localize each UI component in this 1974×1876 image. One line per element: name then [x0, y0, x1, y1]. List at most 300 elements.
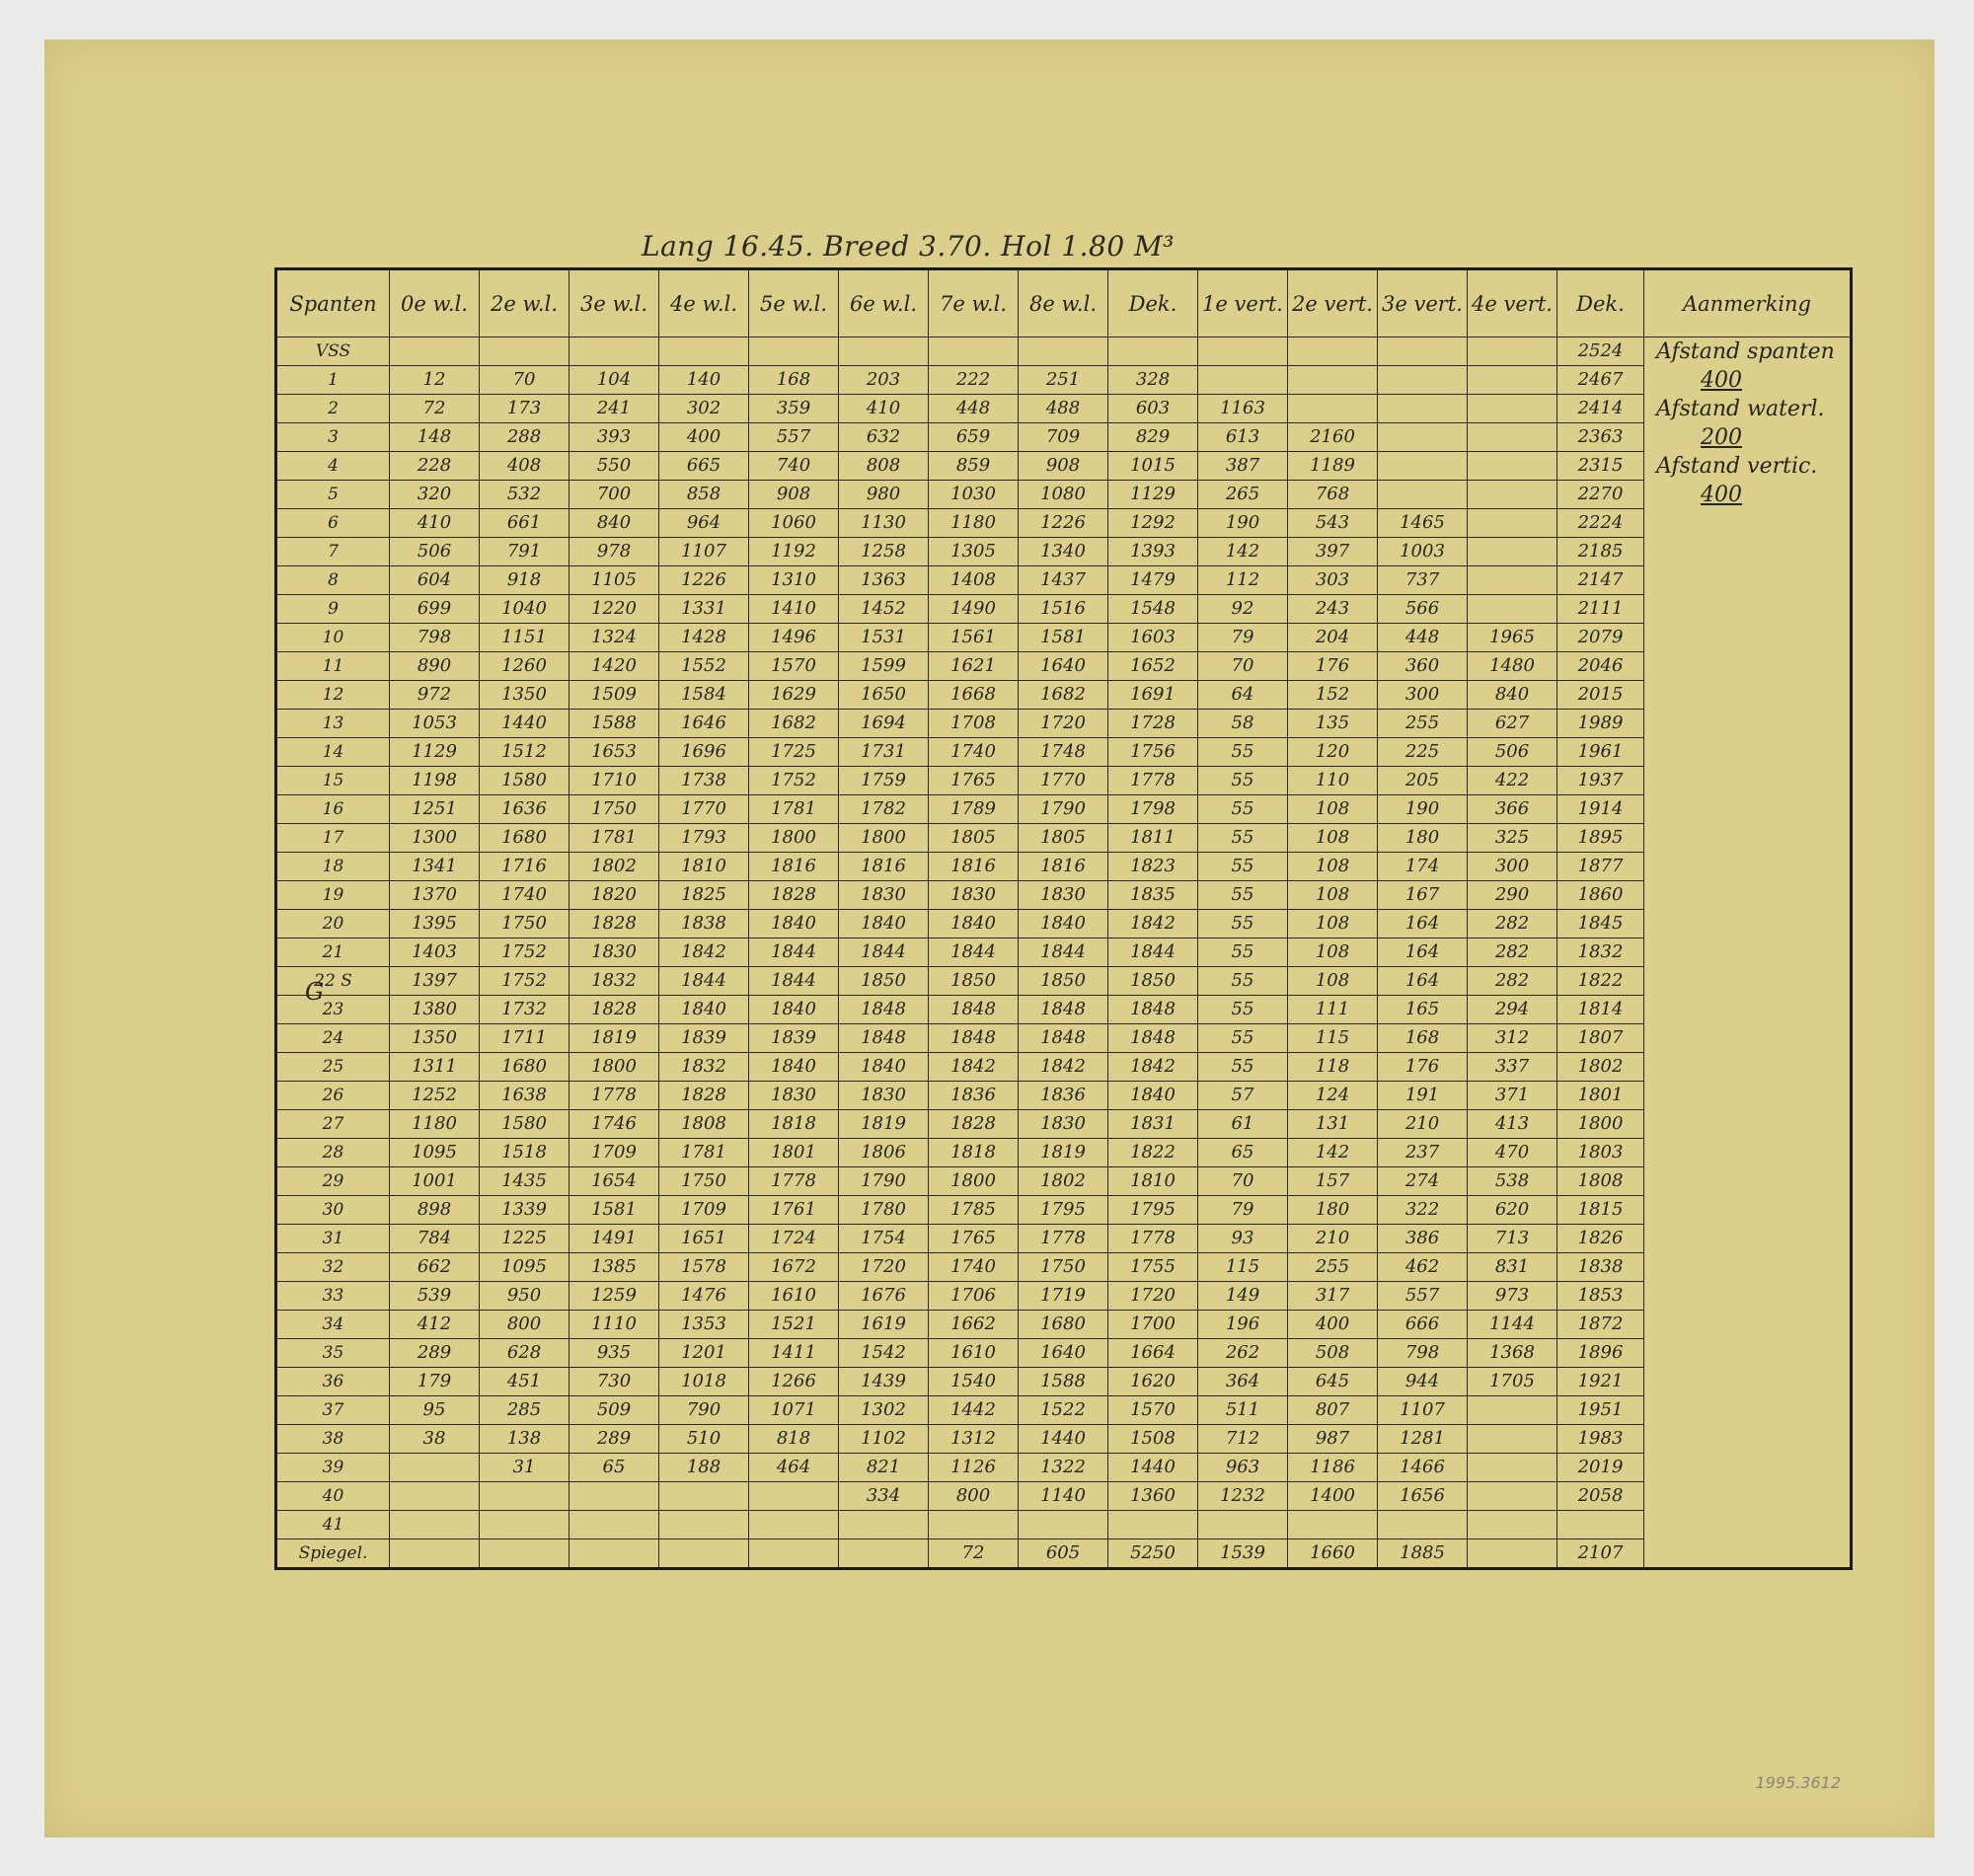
table-cell: 65 [569, 1454, 659, 1482]
table-cell: 1001 [390, 1167, 480, 1196]
table-cell: 408 [480, 452, 569, 481]
table-cell [839, 1539, 929, 1569]
table-cell: 386 [1378, 1225, 1468, 1253]
table-cell: 1840 [1019, 910, 1108, 938]
table-cell: 328 [1108, 366, 1198, 395]
table-cell: 1765 [929, 767, 1019, 795]
table-cell: 1752 [480, 967, 569, 996]
column-header: 3e vert. [1378, 269, 1468, 338]
table-cell: 462 [1378, 1253, 1468, 1282]
table-cell: 1266 [749, 1368, 839, 1396]
table-cell: 1539 [1198, 1539, 1288, 1569]
table-cell: 55 [1198, 767, 1288, 795]
table-cell: 57 [1198, 1082, 1288, 1110]
table-row [276, 1082, 1852, 1110]
table-cell: 366 [1468, 795, 1557, 824]
table-cell: 400 [659, 423, 749, 452]
table-cell: 1465 [1378, 509, 1468, 538]
row-label: 27 [276, 1110, 390, 1139]
column-header: 4e vert. [1468, 269, 1557, 338]
table-cell: 140 [659, 366, 749, 395]
table-cell: 1363 [839, 566, 929, 595]
table-cell: 1811 [1108, 824, 1198, 853]
table-cell [569, 1539, 659, 1569]
table-cell: 818 [749, 1425, 839, 1454]
table-cell: 1840 [839, 910, 929, 938]
table-cell: 38 [390, 1425, 480, 1454]
table-cell: 1110 [569, 1311, 659, 1339]
table-cell: 1836 [1019, 1082, 1108, 1110]
table-cell [569, 1482, 659, 1511]
table-row [276, 910, 1852, 938]
table-cell: 840 [569, 509, 659, 538]
table-cell: 1030 [929, 481, 1019, 509]
table-cell: 393 [569, 423, 659, 452]
table-cell: 1660 [1288, 1539, 1378, 1569]
table-cell: 152 [1288, 681, 1378, 710]
table-cell: 1844 [749, 967, 839, 996]
table-cell: 1814 [1557, 996, 1644, 1024]
table-cell: 1842 [659, 938, 749, 967]
row-label: 24 [276, 1024, 390, 1053]
table-cell: 1540 [929, 1368, 1019, 1396]
table-cell: 1080 [1019, 481, 1108, 509]
table-cell [390, 1539, 480, 1569]
table-cell [1019, 1511, 1108, 1539]
table-cell: 70 [480, 366, 569, 395]
table-cell: 539 [390, 1282, 480, 1311]
table-cell: 294 [1468, 996, 1557, 1024]
column-header: Dek. [1557, 269, 1644, 338]
table-cell: 1408 [929, 566, 1019, 595]
row-label: 5 [276, 481, 390, 509]
table-cell: 1620 [1108, 1368, 1198, 1396]
table-cell: 935 [569, 1339, 659, 1368]
table-cell: 410 [390, 509, 480, 538]
table-cell: 180 [1378, 824, 1468, 853]
table-cell: 1848 [929, 1024, 1019, 1053]
table-cell [1378, 338, 1468, 366]
table-row [276, 853, 1852, 881]
table-cell [390, 1482, 480, 1511]
table-cell: 31 [480, 1454, 569, 1482]
table-cell: 1778 [1019, 1225, 1108, 1253]
table-cell: 2019 [1557, 1454, 1644, 1482]
table-cell: 110 [1288, 767, 1378, 795]
table-cell: 1748 [1019, 738, 1108, 767]
table-cell: 334 [839, 1482, 929, 1511]
table-cell: 179 [390, 1368, 480, 1396]
table-cell: 1801 [749, 1139, 839, 1167]
row-label: 34 [276, 1311, 390, 1339]
table-cell: 1339 [480, 1196, 569, 1225]
row-label: 19 [276, 881, 390, 910]
table-cell: 1151 [480, 624, 569, 652]
column-header: 4e w.l. [659, 269, 749, 338]
table-cell: 364 [1198, 1368, 1288, 1396]
table-cell: 1324 [569, 624, 659, 652]
table-cell: 1561 [929, 624, 1019, 652]
table-row [276, 1196, 1852, 1225]
row-label: 7 [276, 538, 390, 566]
table-cell [929, 338, 1019, 366]
table-cell: 1816 [839, 853, 929, 881]
table-row [276, 366, 1852, 395]
table-row [276, 681, 1852, 710]
table-cell: 2315 [1557, 452, 1644, 481]
table-cell [480, 1511, 569, 1539]
table-cell: 1259 [569, 1282, 659, 1311]
table-cell: 1385 [569, 1253, 659, 1282]
table-cell: 791 [480, 538, 569, 566]
table-cell: 768 [1288, 481, 1378, 509]
table-cell: 1807 [1557, 1024, 1644, 1053]
table-cell: 1340 [1019, 538, 1108, 566]
table-cell: 1410 [749, 595, 839, 624]
table-cell [480, 1539, 569, 1569]
table-cell: 1844 [749, 938, 839, 967]
table-cell: 2147 [1557, 566, 1644, 595]
row-label: VSS [276, 338, 390, 366]
table-cell: 1770 [659, 795, 749, 824]
table-cell: 464 [749, 1454, 839, 1482]
table-cell: 1752 [749, 767, 839, 795]
table-cell: 709 [1019, 423, 1108, 452]
table-cell: 1770 [1019, 767, 1108, 795]
table-cell: 1830 [929, 881, 1019, 910]
table-cell: 1724 [749, 1225, 839, 1253]
table-cell: 1610 [749, 1282, 839, 1311]
table-cell: 700 [569, 481, 659, 509]
table-row [276, 824, 1852, 853]
table-cell: 2363 [1557, 423, 1644, 452]
table-cell: 410 [839, 395, 929, 423]
table-cell: 1838 [1557, 1253, 1644, 1282]
table-cell: 79 [1198, 624, 1288, 652]
table-cell: 1840 [929, 910, 1019, 938]
table-cell: 987 [1288, 1425, 1378, 1454]
table-cell: 1756 [1108, 738, 1198, 767]
table-cell: 620 [1468, 1196, 1557, 1225]
table-cell: 1189 [1288, 452, 1378, 481]
table-row [276, 1311, 1852, 1339]
table-cell: 543 [1288, 509, 1378, 538]
table-cell: 55 [1198, 938, 1288, 967]
table-cell: 1815 [1557, 1196, 1644, 1225]
table-cell: 1435 [480, 1167, 569, 1196]
table-cell [1108, 338, 1198, 366]
table-cell: 55 [1198, 1024, 1288, 1053]
table-cell: 662 [390, 1253, 480, 1282]
table-cell: 1652 [1108, 652, 1198, 681]
table-cell: 135 [1288, 710, 1378, 738]
table-cell: 1961 [1557, 738, 1644, 767]
table-cell: 1895 [1557, 824, 1644, 853]
table-cell: 285 [480, 1396, 569, 1425]
table-cell: 699 [390, 595, 480, 624]
table-cell [659, 1539, 749, 1569]
table-cell: 325 [1468, 824, 1557, 853]
table-cell: 1580 [480, 1110, 569, 1139]
table-cell: 1802 [569, 853, 659, 881]
table-cell [390, 338, 480, 366]
row-label: 38 [276, 1425, 390, 1454]
table-cell: 1140 [1019, 1482, 1108, 1511]
table-cell: 176 [1378, 1053, 1468, 1082]
table-cell: 290 [1468, 881, 1557, 910]
table-cell: 1003 [1378, 538, 1468, 566]
remark-value: 400 [1701, 483, 1742, 507]
table-cell: 1790 [1019, 795, 1108, 824]
table-cell: 1842 [1108, 910, 1198, 938]
table-cell: 1302 [839, 1396, 929, 1425]
table-cell: 1845 [1557, 910, 1644, 938]
table-cell: 1651 [659, 1225, 749, 1253]
table-cell: 1696 [659, 738, 749, 767]
table-cell: 510 [659, 1425, 749, 1454]
row-label: 9 [276, 595, 390, 624]
table-cell: 1706 [929, 1282, 1019, 1311]
table-cell: 1830 [839, 1082, 929, 1110]
table-cell: 1850 [929, 967, 1019, 996]
table-cell: 1709 [659, 1196, 749, 1225]
row-label: Spiegel. [276, 1539, 390, 1569]
table-cell: 1512 [480, 738, 569, 767]
table-cell: 890 [390, 652, 480, 681]
table-cell: 1672 [749, 1253, 839, 1282]
table-cell: 1452 [839, 595, 929, 624]
table-cell: 1802 [1557, 1053, 1644, 1082]
table-cell: 448 [1378, 624, 1468, 652]
table-row [276, 1425, 1852, 1454]
table-cell: 1252 [390, 1082, 480, 1110]
table-cell: 1440 [480, 710, 569, 738]
table-cell: 412 [390, 1311, 480, 1339]
table-row [276, 423, 1852, 452]
table-cell: 1588 [1019, 1368, 1108, 1396]
table-cell: 1848 [839, 996, 929, 1024]
table-cell [1468, 1425, 1557, 1454]
table-cell: 1281 [1378, 1425, 1468, 1454]
table-cell [1468, 1539, 1557, 1569]
table-cell: 168 [1378, 1024, 1468, 1053]
table-cell: 300 [1468, 853, 1557, 881]
table-cell: 2015 [1557, 681, 1644, 710]
table-cell: 1719 [1019, 1282, 1108, 1311]
table-cell: 1439 [839, 1368, 929, 1396]
table-cell: 1808 [1557, 1167, 1644, 1196]
table-cell [1378, 1511, 1468, 1539]
table-cell: 1518 [480, 1139, 569, 1167]
table-cell: 1350 [390, 1024, 480, 1053]
table-cell: 1850 [839, 967, 929, 996]
table-cell: 1621 [929, 652, 1019, 681]
table-row [276, 967, 1852, 996]
table-cell: 174 [1378, 853, 1468, 881]
table-cell [1468, 509, 1557, 538]
table-cell: 61 [1198, 1110, 1288, 1139]
table-cell: 628 [480, 1339, 569, 1368]
table-cell: 397 [1288, 538, 1378, 566]
table-cell: 1353 [659, 1311, 749, 1339]
table-cell [839, 1511, 929, 1539]
remark-label: Afstand spanten [1656, 339, 1835, 364]
table-cell: 1840 [839, 1053, 929, 1082]
table-cell: 1440 [1019, 1425, 1108, 1454]
table-cell: 737 [1378, 566, 1468, 595]
table-cell: 1107 [659, 538, 749, 566]
table-cell: 108 [1288, 824, 1378, 853]
table-row [276, 795, 1852, 824]
table-cell: 1708 [929, 710, 1019, 738]
table-cell: 1848 [1019, 1024, 1108, 1053]
table-cell: 2185 [1557, 538, 1644, 566]
table-cell: 1731 [839, 738, 929, 767]
table-cell [749, 1539, 839, 1569]
table-row [276, 538, 1852, 566]
table-cell: 1694 [839, 710, 929, 738]
table-cell: 2270 [1557, 481, 1644, 509]
table-cell: 840 [1468, 681, 1557, 710]
table-cell: 1552 [659, 652, 749, 681]
table-cell: 1830 [839, 881, 929, 910]
table-row [276, 1454, 1852, 1482]
table-cell: 2524 [1557, 338, 1644, 366]
table-row [276, 1253, 1852, 1282]
table-cell: 1781 [659, 1139, 749, 1167]
table-cell: 1442 [929, 1396, 1019, 1425]
row-label: 3 [276, 423, 390, 452]
table-cell: 1795 [1019, 1196, 1108, 1225]
table-cell: 1844 [1108, 938, 1198, 967]
table-cell: 1656 [1378, 1482, 1468, 1511]
table-cell: 1437 [1019, 566, 1108, 595]
table-cell: 1830 [749, 1082, 839, 1110]
column-header: 2e w.l. [480, 269, 569, 338]
table-row [276, 509, 1852, 538]
table-cell [1468, 1396, 1557, 1425]
table-cell: 1761 [749, 1196, 839, 1225]
table-cell: 108 [1288, 881, 1378, 910]
table-cell: 603 [1108, 395, 1198, 423]
table-cell [839, 338, 929, 366]
table-cell: 72 [390, 395, 480, 423]
table-cell: 93 [1198, 1225, 1288, 1253]
table-cell: 1832 [659, 1053, 749, 1082]
table-cell: 1798 [1108, 795, 1198, 824]
table-cell: 1251 [390, 795, 480, 824]
column-header: Aanmerking [1644, 269, 1852, 338]
table-cell: 1816 [1019, 853, 1108, 881]
table-cell [1288, 366, 1378, 395]
table-cell: 1732 [480, 996, 569, 1024]
table-cell: 508 [1288, 1339, 1378, 1368]
table-cell: 1835 [1108, 881, 1198, 910]
table-cell: 176 [1288, 652, 1378, 681]
row-label: 11 [276, 652, 390, 681]
row-label: 23 [276, 996, 390, 1024]
table-cell: 282 [1468, 967, 1557, 996]
table-cell [749, 1511, 839, 1539]
table-cell: 1636 [480, 795, 569, 824]
table-cell: 1395 [390, 910, 480, 938]
table-cell: 1653 [569, 738, 659, 767]
table-cell: 1755 [1108, 1253, 1198, 1282]
table-cell: 115 [1288, 1024, 1378, 1053]
table-cell: 1728 [1108, 710, 1198, 738]
table-cell: 1192 [749, 538, 839, 566]
table-cell: 1778 [1108, 1225, 1198, 1253]
table-cell: 58 [1198, 710, 1288, 738]
table-cell: 108 [1288, 967, 1378, 996]
table-cell: 944 [1378, 1368, 1468, 1396]
table-cell: 1650 [839, 681, 929, 710]
table-cell: 1832 [569, 967, 659, 996]
table-cell: 190 [1378, 795, 1468, 824]
table-cell: 451 [480, 1368, 569, 1396]
column-header: 3e w.l. [569, 269, 659, 338]
table-cell: 1570 [749, 652, 839, 681]
table-cell: 188 [659, 1454, 749, 1482]
table-cell: 1832 [1557, 938, 1644, 967]
table-row [276, 1139, 1852, 1167]
table-cell: 1129 [1108, 481, 1198, 509]
table-cell: 1781 [749, 795, 839, 824]
table-cell: 1360 [1108, 1482, 1198, 1511]
table-cell: 566 [1378, 595, 1468, 624]
table-cell: 1789 [929, 795, 1019, 824]
table-cell: 1709 [569, 1139, 659, 1167]
column-header: 1e vert. [1198, 269, 1288, 338]
table-cell: 1816 [929, 853, 1019, 881]
row-label: 21 [276, 938, 390, 967]
table-cell: 1226 [659, 566, 749, 595]
table-cell: 1810 [1108, 1167, 1198, 1196]
table-cell: 807 [1288, 1396, 1378, 1425]
table-cell: 196 [1198, 1311, 1288, 1339]
table-cell: 255 [1378, 710, 1468, 738]
table-cell: 1720 [1108, 1282, 1198, 1311]
table-cell: 1848 [1108, 1024, 1198, 1053]
table-cell: 550 [569, 452, 659, 481]
table-cell: 1480 [1468, 652, 1557, 681]
table-cell: 1805 [929, 824, 1019, 853]
table-cell: 371 [1468, 1082, 1557, 1110]
row-label: 12 [276, 681, 390, 710]
table-cell: 1180 [929, 509, 1019, 538]
table-cell: 1232 [1198, 1482, 1288, 1511]
table-cell: 55 [1198, 910, 1288, 938]
row-label: 41 [276, 1511, 390, 1539]
row-label: 28 [276, 1139, 390, 1167]
table-cell: 632 [839, 423, 929, 452]
table-cell: 978 [569, 538, 659, 566]
table-cell: 1720 [839, 1253, 929, 1282]
table-cell: 1872 [1557, 1311, 1644, 1339]
table-cell: 798 [390, 624, 480, 652]
table-cell: 1300 [390, 824, 480, 853]
table-cell: 1400 [1288, 1482, 1378, 1511]
table-cell: 1640 [1019, 1339, 1108, 1368]
table-cell: 317 [1288, 1282, 1378, 1311]
table-cell: 180 [1288, 1196, 1378, 1225]
table-cell: 1186 [1288, 1454, 1378, 1482]
table-cell [1468, 366, 1557, 395]
table-cell: 1258 [839, 538, 929, 566]
table-cell: 1305 [929, 538, 1019, 566]
table-cell: 511 [1198, 1396, 1288, 1425]
table-row [276, 881, 1852, 910]
